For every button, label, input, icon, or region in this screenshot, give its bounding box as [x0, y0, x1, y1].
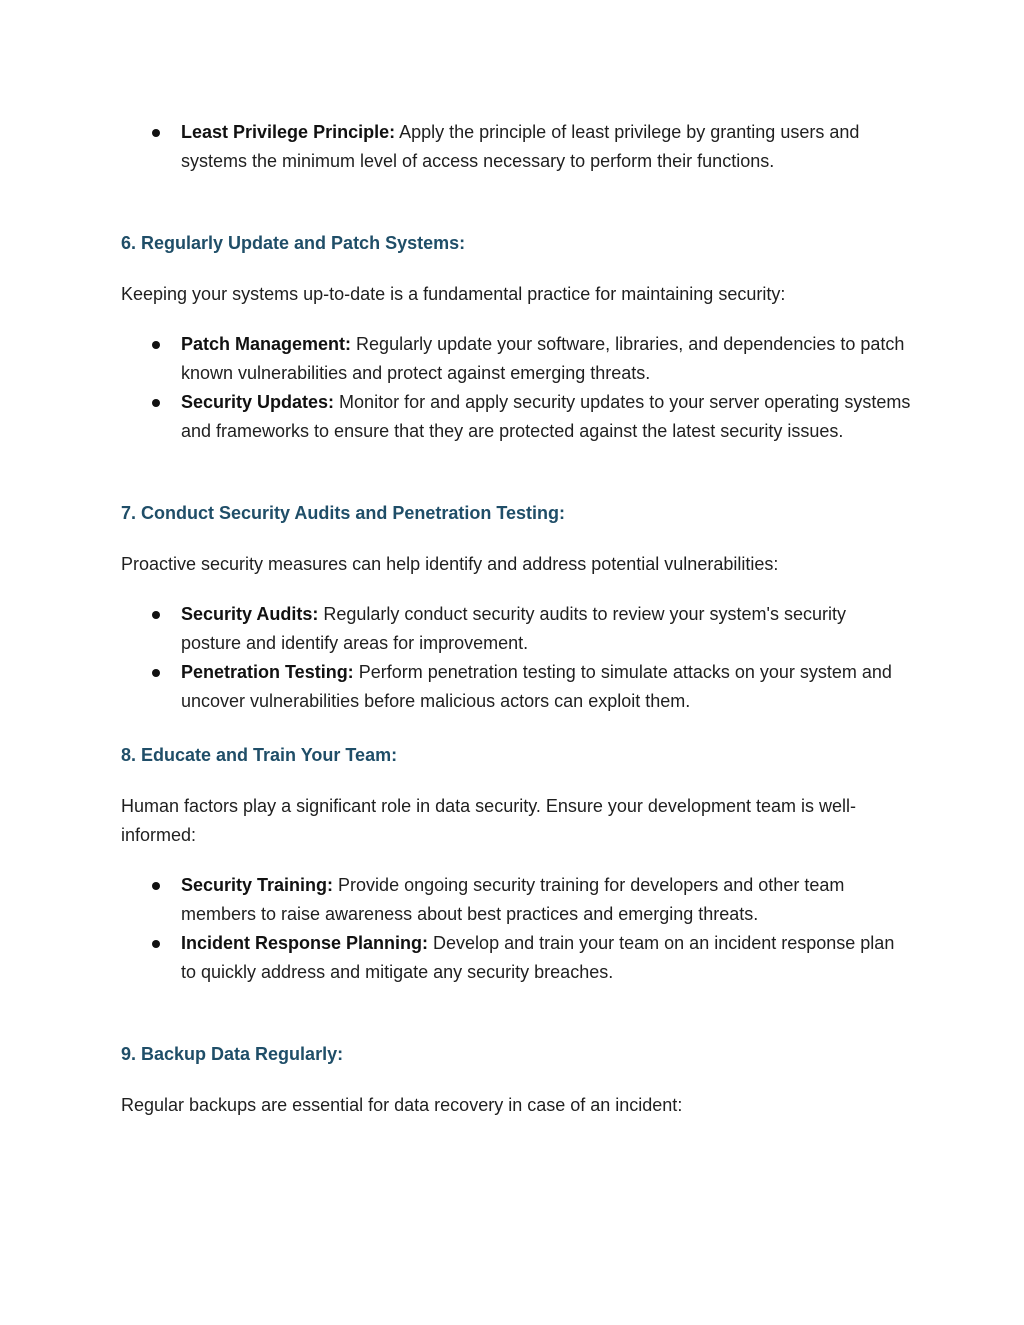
- bullet-text: Apply the principle of least privilege by granting users and systems the minimum level of access necessary to perform their functions.: [181, 122, 860, 171]
- bullet-penetration-testing: [121, 658, 911, 716]
- bullet-term: Security Audits:: [181, 604, 319, 624]
- section-heading-9: 9. Backup Data Regularly:: [121, 1044, 344, 1064]
- bullet-dot-icon: [152, 129, 160, 137]
- bullet-text: Perform penetration testing to simulate attacks on your system and uncover vulnerabilities before malicious actors can exploit them.: [181, 662, 892, 711]
- bullet-text: Provide ongoing security training for developers and other team members to raise awareness about best practices and emerging threats.: [181, 875, 845, 924]
- bullet-dot-icon: [152, 341, 160, 349]
- bullet-dot-icon: [152, 882, 160, 890]
- bullet-security-updates: [121, 388, 911, 446]
- section-8-bullet-list: [121, 871, 911, 987]
- bullet-incident-response-planning: [121, 929, 911, 987]
- section-6-bullet-list: [121, 330, 911, 446]
- bullet-term: Penetration Testing:: [181, 662, 354, 682]
- section-7-bullet-list: [121, 600, 911, 716]
- bullet-term: Security Updates:: [181, 392, 335, 412]
- bullet-term: Incident Response Planning:: [181, 933, 429, 953]
- section-heading-8: 8. Educate and Train Your Team:: [121, 745, 398, 765]
- section-heading-6: 6. Regularly Update and Patch Systems:: [121, 233, 466, 253]
- bullet-dot-icon: [152, 611, 160, 619]
- bullet-least-privilege: [121, 118, 911, 176]
- section-intro-8: Human factors play a significant role in data security. Ensure your development team is well-informed:: [121, 796, 857, 845]
- bullet-dot-icon: [152, 669, 160, 677]
- bullet-term: Least Privilege Principle:: [181, 122, 396, 142]
- document-page: [121, 118, 911, 1120]
- bullet-security-audits: [121, 600, 911, 658]
- bullet-text: Regularly conduct security audits to review your system's security posture and identify areas for improvement.: [181, 604, 846, 653]
- bullet-term: Security Training:: [181, 875, 334, 895]
- bullet-text: Develop and train your team on an incident response plan to quickly address and mitigate any security breaches.: [181, 933, 895, 982]
- section-intro-6: Keeping your systems up-to-date is a fundamental practice for maintaining security:: [121, 284, 786, 304]
- bullet-dot-icon: [152, 399, 160, 407]
- bullet-patch-management: [121, 330, 911, 388]
- bullet-text: Monitor for and apply security updates to your server operating systems and frameworks to ensure that they are protected against the latest security issues.: [181, 392, 911, 441]
- section-heading-7: 7. Conduct Security Audits and Penetration Testing:: [121, 503, 566, 523]
- intro-bullet-list: [121, 118, 911, 176]
- bullet-security-training: [121, 871, 911, 929]
- bullet-text: Regularly update your software, libraries, and dependencies to patch known vulnerabilities and protect against emerging threats.: [181, 334, 905, 383]
- section-intro-7: Proactive security measures can help identify and address potential vulnerabilities:: [121, 554, 779, 574]
- section-intro-9: Regular backups are essential for data recovery in case of an incident:: [121, 1095, 683, 1115]
- bullet-dot-icon: [152, 940, 160, 948]
- bullet-term: Patch Management:: [181, 334, 352, 354]
